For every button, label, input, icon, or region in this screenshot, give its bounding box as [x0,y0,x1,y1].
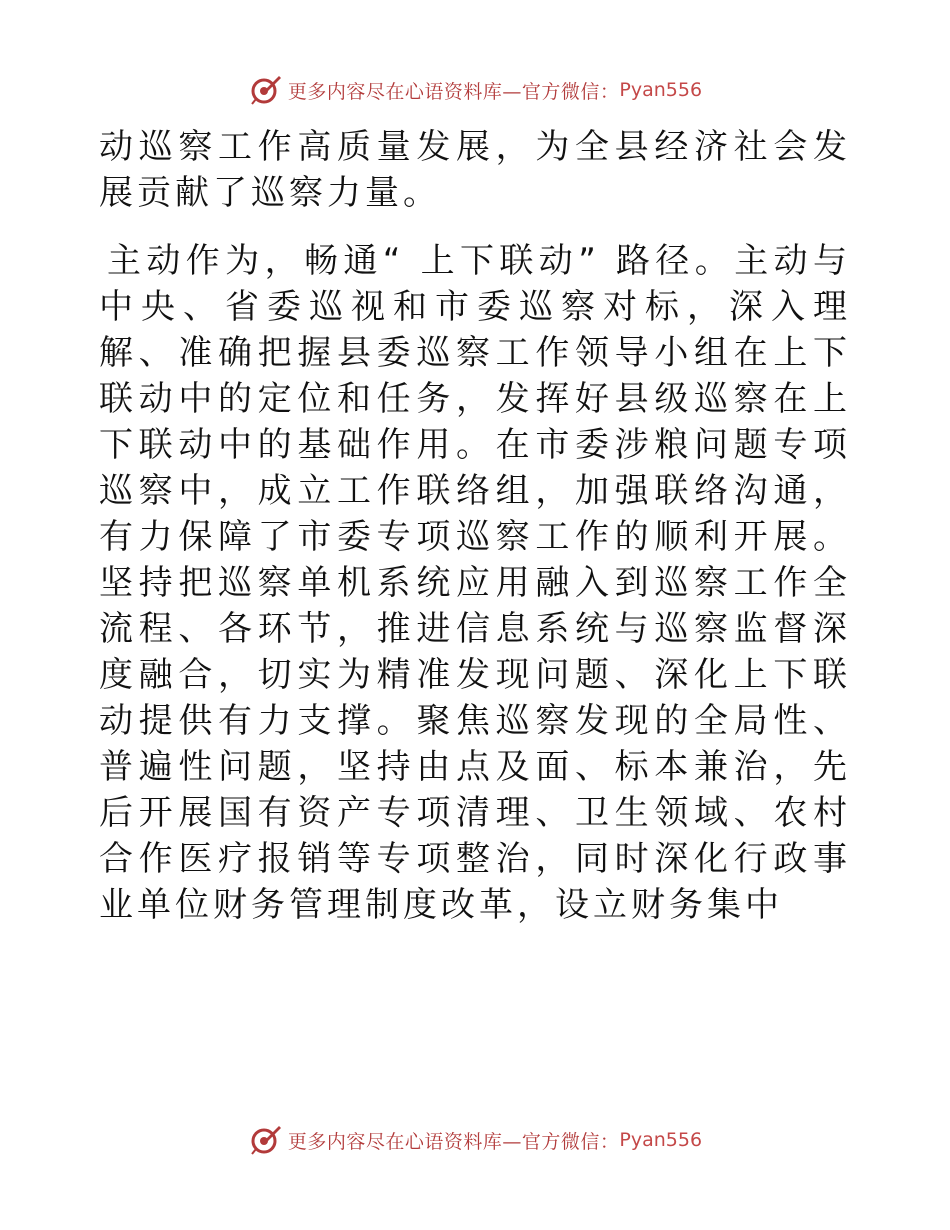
quill-logo-icon [248,1123,282,1157]
footer-watermark [0,1120,950,1160]
watermark-text: 更多内容尽在心语资料库—官方微信： [287,80,620,103]
watermark-text: 更多内容尽在心语资料库—官方微信： [287,1130,620,1153]
quill-logo-icon [248,73,282,107]
paragraph-1: 动巡察工作高质量发展，为全县经济社会发展贡献了巡察力量。 [99,127,851,213]
document-body [99,124,851,928]
watermark-handle: Pyan556 [619,1129,703,1151]
paragraph-2: 主动作为，畅通“ 上下联动” 路径。主动与中央、省委巡视和市委巡察对标，深入理解、准确把握县委巡察工作领导小组在上下联动中的定位和任务，发挥好县级巡察在上下联动中的基础作用。在市委涉粮问题专项巡察中，成立工作联络组，加强联络沟通，有力保障了市委专项巡察工作的顺利开展。坚持把巡察单机系统应用融入到巡察工作全流程、各环节，推进信息系统与巡察监督深度融合，切实为精准发现问题、深化上下联动提供有力支撑。聚焦巡察发现的全局性、普遍性问题，坚持由点及面、标本兼治，先后开展国有资产专项清理、卫生领域、农村合作医疗报销等专项整治，同时深化行政事业单位财务管理制度改革，设立财务集中 [99,241,851,925]
header-watermark [0,70,950,110]
watermark-handle: Pyan556 [619,79,703,101]
